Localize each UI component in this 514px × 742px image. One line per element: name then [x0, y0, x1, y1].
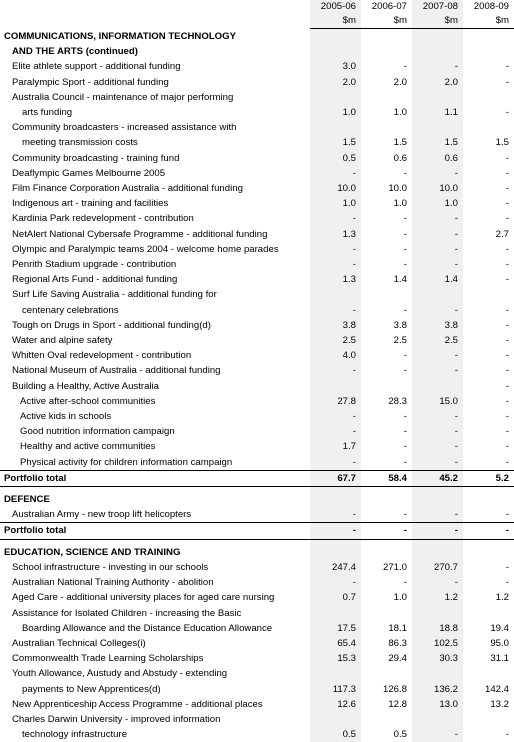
table-row — [0, 318, 514, 333]
table-row — [0, 636, 514, 651]
value-cell: 31.1 — [463, 651, 514, 666]
table-row — [0, 105, 514, 120]
column-unit: $m — [361, 14, 412, 29]
value-cell: 17.5 — [310, 621, 361, 636]
value-cell: - — [361, 257, 412, 272]
row-label: Water and alpine safety — [0, 333, 310, 348]
value-cell: 270.7 — [412, 560, 463, 575]
total-label: Portfolio total — [0, 470, 310, 486]
column-year: 2005-06 — [310, 0, 361, 14]
value-cell: - — [412, 507, 463, 523]
value-cell: 13.0 — [412, 697, 463, 712]
row-label: Active after-school communities — [0, 394, 310, 409]
table-row — [0, 333, 514, 348]
value-cell: 2.7 — [463, 227, 514, 242]
value-cell — [463, 287, 514, 302]
table-row — [0, 712, 514, 727]
table-row — [0, 257, 514, 272]
value-cell: - — [463, 333, 514, 348]
value-cell — [361, 90, 412, 105]
value-cell: 1.0 — [310, 196, 361, 211]
value-cell: 12.6 — [310, 697, 361, 712]
value-cell: - — [361, 227, 412, 242]
table-row — [0, 363, 514, 378]
row-label: payments to New Apprentices(d) — [0, 682, 310, 697]
row-label: Penrith Stadium upgrade - contribution — [0, 257, 310, 272]
table-row — [0, 439, 514, 454]
table-row — [0, 303, 514, 318]
value-cell: 28.3 — [361, 394, 412, 409]
header-spacer — [0, 14, 310, 29]
row-label: NetAlert National Cybersafe Programme - additional funding — [0, 227, 310, 242]
value-cell: 1.0 — [361, 105, 412, 120]
value-cell: 65.4 — [310, 636, 361, 651]
portfolio-total-row — [0, 523, 514, 539]
row-label: Building a Healthy, Active Australia — [0, 379, 310, 394]
table-row — [0, 455, 514, 471]
row-label: Indigenous art - training and facilities — [0, 196, 310, 211]
section-heading-row — [0, 44, 514, 59]
table-row — [0, 272, 514, 287]
row-label: meeting transmission costs — [0, 135, 310, 150]
value-cell: 95.0 — [463, 636, 514, 651]
value-cell — [310, 379, 361, 394]
value-cell: 19.4 — [463, 621, 514, 636]
value-cell — [361, 44, 412, 59]
value-cell: - — [412, 424, 463, 439]
value-cell: 117.3 — [310, 682, 361, 697]
value-cell: 2.5 — [412, 333, 463, 348]
value-cell: 126.8 — [361, 682, 412, 697]
table-row — [0, 507, 514, 523]
value-cell: 10.0 — [361, 181, 412, 196]
section-heading: AND THE ARTS (continued) — [0, 44, 310, 59]
value-cell: 1.7 — [310, 439, 361, 454]
row-label: Film Finance Corporation Australia - additional funding — [0, 181, 310, 196]
value-cell: 1.5 — [310, 135, 361, 150]
value-cell: 18.8 — [412, 621, 463, 636]
value-cell: 27.8 — [310, 394, 361, 409]
value-cell: 10.0 — [412, 181, 463, 196]
value-cell: - — [361, 507, 412, 523]
table-row — [0, 135, 514, 150]
value-cell: - — [463, 727, 514, 742]
column-unit: $m — [310, 14, 361, 29]
value-cell: - — [310, 455, 361, 471]
row-label: Physical activity for children information campaign — [0, 455, 310, 471]
value-cell: 10.0 — [310, 181, 361, 196]
value-cell: 3.8 — [412, 318, 463, 333]
table-row — [0, 651, 514, 666]
value-cell: - — [412, 227, 463, 242]
row-label: Australian Technical Colleges(i) — [0, 636, 310, 651]
value-cell — [463, 545, 514, 560]
value-cell — [310, 712, 361, 727]
value-cell: - — [412, 303, 463, 318]
value-cell: - — [310, 424, 361, 439]
value-cell — [310, 545, 361, 560]
value-cell — [463, 29, 514, 45]
value-cell: - — [361, 211, 412, 226]
header-spacer — [0, 0, 310, 14]
total-value: 5.2 — [463, 470, 514, 486]
table-row — [0, 590, 514, 605]
value-cell: 0.5 — [310, 727, 361, 742]
row-label: arts funding — [0, 105, 310, 120]
value-cell: - — [463, 507, 514, 523]
value-cell: - — [463, 409, 514, 424]
value-cell: - — [463, 575, 514, 590]
value-cell: - — [412, 575, 463, 590]
value-cell: 0.7 — [310, 590, 361, 605]
value-cell — [412, 712, 463, 727]
value-cell: 2.0 — [412, 75, 463, 90]
value-cell: - — [310, 507, 361, 523]
value-cell: - — [412, 257, 463, 272]
table-row — [0, 166, 514, 181]
table-row — [0, 575, 514, 590]
value-cell — [412, 545, 463, 560]
value-cell: 1.5 — [361, 135, 412, 150]
value-cell: 1.1 — [412, 105, 463, 120]
value-cell: - — [463, 394, 514, 409]
table-row — [0, 424, 514, 439]
value-cell: - — [412, 363, 463, 378]
value-cell: - — [412, 348, 463, 363]
value-cell: 1.0 — [361, 590, 412, 605]
row-label: Paralympic Sport - additional funding — [0, 75, 310, 90]
value-cell: 1.2 — [412, 590, 463, 605]
value-cell — [412, 492, 463, 507]
row-label: National Museum of Australia - additional funding — [0, 363, 310, 378]
value-cell: - — [463, 272, 514, 287]
value-cell: - — [310, 409, 361, 424]
column-year: 2006-07 — [361, 0, 412, 14]
total-value: 45.2 — [412, 470, 463, 486]
table-body — [0, 29, 514, 742]
value-cell — [310, 606, 361, 621]
row-label: Olympic and Paralympic teams 2004 - welcome home parades — [0, 242, 310, 257]
value-cell: - — [463, 455, 514, 471]
total-value: - — [361, 523, 412, 539]
value-cell: - — [412, 59, 463, 74]
value-cell: 2.0 — [310, 75, 361, 90]
section-heading: COMMUNICATIONS, INFORMATION TECHNOLOGY — [0, 29, 310, 45]
column-header-row — [0, 0, 514, 14]
value-cell: 0.6 — [361, 151, 412, 166]
value-cell: - — [463, 211, 514, 226]
row-label: Assistance for Isolated Children - increasing the Basic — [0, 606, 310, 621]
value-cell: 1.0 — [412, 196, 463, 211]
value-cell: - — [310, 166, 361, 181]
total-label: Portfolio total — [0, 523, 310, 539]
value-cell: - — [412, 409, 463, 424]
value-cell — [310, 90, 361, 105]
value-cell — [361, 29, 412, 45]
value-cell: - — [361, 303, 412, 318]
column-unit: $m — [412, 14, 463, 29]
table-row — [0, 287, 514, 302]
value-cell: - — [361, 455, 412, 471]
row-label: Australian Army - new troop lift helicopters — [0, 507, 310, 523]
value-cell — [412, 666, 463, 681]
section-heading-row — [0, 545, 514, 560]
table-row — [0, 697, 514, 712]
row-label: Community broadcasters - increased assistance with — [0, 120, 310, 135]
value-cell — [361, 379, 412, 394]
value-cell: - — [361, 348, 412, 363]
row-label: Youth Allowance, Austudy and Abstudy - extending — [0, 666, 310, 681]
total-value: 67.7 — [310, 470, 361, 486]
value-cell: - — [463, 424, 514, 439]
section-heading-row — [0, 29, 514, 45]
value-cell: - — [463, 363, 514, 378]
value-cell — [310, 666, 361, 681]
row-label: Commonwealth Trade Learning Scholarships — [0, 651, 310, 666]
value-cell: - — [361, 575, 412, 590]
value-cell: - — [463, 318, 514, 333]
value-cell — [361, 492, 412, 507]
value-cell — [412, 90, 463, 105]
value-cell: - — [463, 105, 514, 120]
value-cell: 1.0 — [310, 105, 361, 120]
row-label: Surf Life Saving Australia - additional funding for — [0, 287, 310, 302]
value-cell — [310, 287, 361, 302]
value-cell — [463, 44, 514, 59]
value-cell: - — [310, 575, 361, 590]
total-value: - — [310, 523, 361, 539]
table-row — [0, 242, 514, 257]
value-cell: 1.5 — [463, 135, 514, 150]
table-row — [0, 560, 514, 575]
table-row — [0, 75, 514, 90]
value-cell: - — [361, 424, 412, 439]
value-cell — [412, 44, 463, 59]
row-label: Regional Arts Fund - additional funding — [0, 272, 310, 287]
total-value: - — [412, 523, 463, 539]
value-cell: - — [412, 439, 463, 454]
value-cell: 0.5 — [310, 151, 361, 166]
row-label: School infrastructure - investing in our schools — [0, 560, 310, 575]
value-cell: 15.3 — [310, 651, 361, 666]
value-cell — [463, 492, 514, 507]
value-cell: - — [361, 439, 412, 454]
value-cell — [412, 606, 463, 621]
value-cell: 12.8 — [361, 697, 412, 712]
value-cell — [310, 29, 361, 45]
value-cell: 136.2 — [412, 682, 463, 697]
table-row — [0, 59, 514, 74]
value-cell: - — [412, 455, 463, 471]
value-cell — [463, 666, 514, 681]
row-label: Aged Care - additional university places for aged care nursing — [0, 590, 310, 605]
value-cell: - — [361, 242, 412, 257]
row-label: Community broadcasting - training fund — [0, 151, 310, 166]
value-cell: - — [463, 348, 514, 363]
row-label: technology infrastructure — [0, 727, 310, 742]
value-cell: - — [463, 439, 514, 454]
table-row — [0, 227, 514, 242]
section-heading: EDUCATION, SCIENCE AND TRAINING — [0, 545, 310, 560]
value-cell: 30.3 — [412, 651, 463, 666]
value-cell: 2.0 — [361, 75, 412, 90]
value-cell — [361, 712, 412, 727]
value-cell — [412, 29, 463, 45]
table-row — [0, 211, 514, 226]
value-cell: 1.5 — [412, 135, 463, 150]
row-label: Active kids in schools — [0, 409, 310, 424]
value-cell: 29.4 — [361, 651, 412, 666]
value-cell: - — [463, 166, 514, 181]
row-label: Good nutrition information campaign — [0, 424, 310, 439]
value-cell — [361, 606, 412, 621]
row-label: Healthy and active communities — [0, 439, 310, 454]
row-label: Elite athlete support - additional funding — [0, 59, 310, 74]
value-cell: 3.0 — [310, 59, 361, 74]
value-cell — [361, 666, 412, 681]
value-cell: 3.8 — [310, 318, 361, 333]
value-cell: - — [361, 409, 412, 424]
row-label: Tough on Drugs in Sport - additional funding(d) — [0, 318, 310, 333]
row-label: Deaflympic Games Melbourne 2005 — [0, 166, 310, 181]
value-cell: 1.3 — [310, 227, 361, 242]
value-cell: - — [412, 211, 463, 226]
value-cell: - — [463, 75, 514, 90]
row-label: Kardinia Park redevelopment - contribution — [0, 211, 310, 226]
value-cell: 247.4 — [310, 560, 361, 575]
column-year: 2008-09 — [463, 0, 514, 14]
row-label: Australian National Training Authority - abolition — [0, 575, 310, 590]
column-year: 2007-08 — [412, 0, 463, 14]
table-row — [0, 682, 514, 697]
value-cell — [463, 120, 514, 135]
value-cell: 13.2 — [463, 697, 514, 712]
value-cell: 0.6 — [412, 151, 463, 166]
value-cell: - — [310, 211, 361, 226]
section-heading-row — [0, 492, 514, 507]
value-cell: 18.1 — [361, 621, 412, 636]
value-cell: 3.8 — [361, 318, 412, 333]
value-cell: - — [310, 257, 361, 272]
value-cell — [310, 120, 361, 135]
table-row — [0, 151, 514, 166]
value-cell — [310, 492, 361, 507]
value-cell: - — [463, 181, 514, 196]
value-cell: - — [310, 363, 361, 378]
value-cell: 4.0 — [310, 348, 361, 363]
total-value: - — [463, 523, 514, 539]
portfolio-total-row — [0, 470, 514, 486]
value-cell: 2.5 — [361, 333, 412, 348]
value-cell: - — [463, 59, 514, 74]
value-cell: - — [463, 303, 514, 318]
value-cell — [361, 545, 412, 560]
value-cell: 1.2 — [463, 590, 514, 605]
row-label: Whitten Oval redevelopment - contribution — [0, 348, 310, 363]
value-cell: - — [361, 166, 412, 181]
value-cell: - — [412, 727, 463, 742]
value-cell: - — [463, 560, 514, 575]
row-label: centenary celebrations — [0, 303, 310, 318]
value-cell: - — [412, 242, 463, 257]
table-row — [0, 394, 514, 409]
value-cell: 1.4 — [361, 272, 412, 287]
value-cell: 1.0 — [361, 196, 412, 211]
value-cell: 142.4 — [463, 682, 514, 697]
table-row — [0, 379, 514, 394]
value-cell — [310, 44, 361, 59]
value-cell: 2.5 — [310, 333, 361, 348]
value-cell: 1.3 — [310, 272, 361, 287]
table-row — [0, 409, 514, 424]
value-cell: - — [463, 151, 514, 166]
value-cell: 271.0 — [361, 560, 412, 575]
row-label: Australia Council - maintenance of major performing — [0, 90, 310, 105]
table-row — [0, 666, 514, 681]
value-cell: - — [463, 196, 514, 211]
value-cell: - — [310, 242, 361, 257]
value-cell: - — [310, 303, 361, 318]
value-cell: - — [463, 257, 514, 272]
value-cell — [463, 606, 514, 621]
value-cell — [412, 120, 463, 135]
value-cell: - — [463, 379, 514, 394]
table-row — [0, 120, 514, 135]
unit-header-row — [0, 14, 514, 29]
value-cell — [463, 90, 514, 105]
table-row — [0, 196, 514, 211]
total-value: 58.4 — [361, 470, 412, 486]
value-cell: - — [361, 363, 412, 378]
value-cell — [463, 712, 514, 727]
table-row — [0, 606, 514, 621]
row-label: Boarding Allowance and the Distance Education Allowance — [0, 621, 310, 636]
value-cell: 0.5 — [361, 727, 412, 742]
table-row — [0, 621, 514, 636]
value-cell: 86.3 — [361, 636, 412, 651]
value-cell: - — [412, 166, 463, 181]
value-cell: 102.5 — [412, 636, 463, 651]
row-label: Charles Darwin University - improved information — [0, 712, 310, 727]
section-heading: DEFENCE — [0, 492, 310, 507]
value-cell: 1.4 — [412, 272, 463, 287]
value-cell — [361, 287, 412, 302]
column-unit: $m — [463, 14, 514, 29]
table-row — [0, 348, 514, 363]
value-cell: 15.0 — [412, 394, 463, 409]
value-cell: - — [463, 242, 514, 257]
value-cell — [412, 379, 463, 394]
row-label: New Apprenticeship Access Programme - additional places — [0, 697, 310, 712]
value-cell: - — [361, 59, 412, 74]
table-row — [0, 90, 514, 105]
value-cell — [361, 120, 412, 135]
table-row — [0, 181, 514, 196]
value-cell — [412, 287, 463, 302]
